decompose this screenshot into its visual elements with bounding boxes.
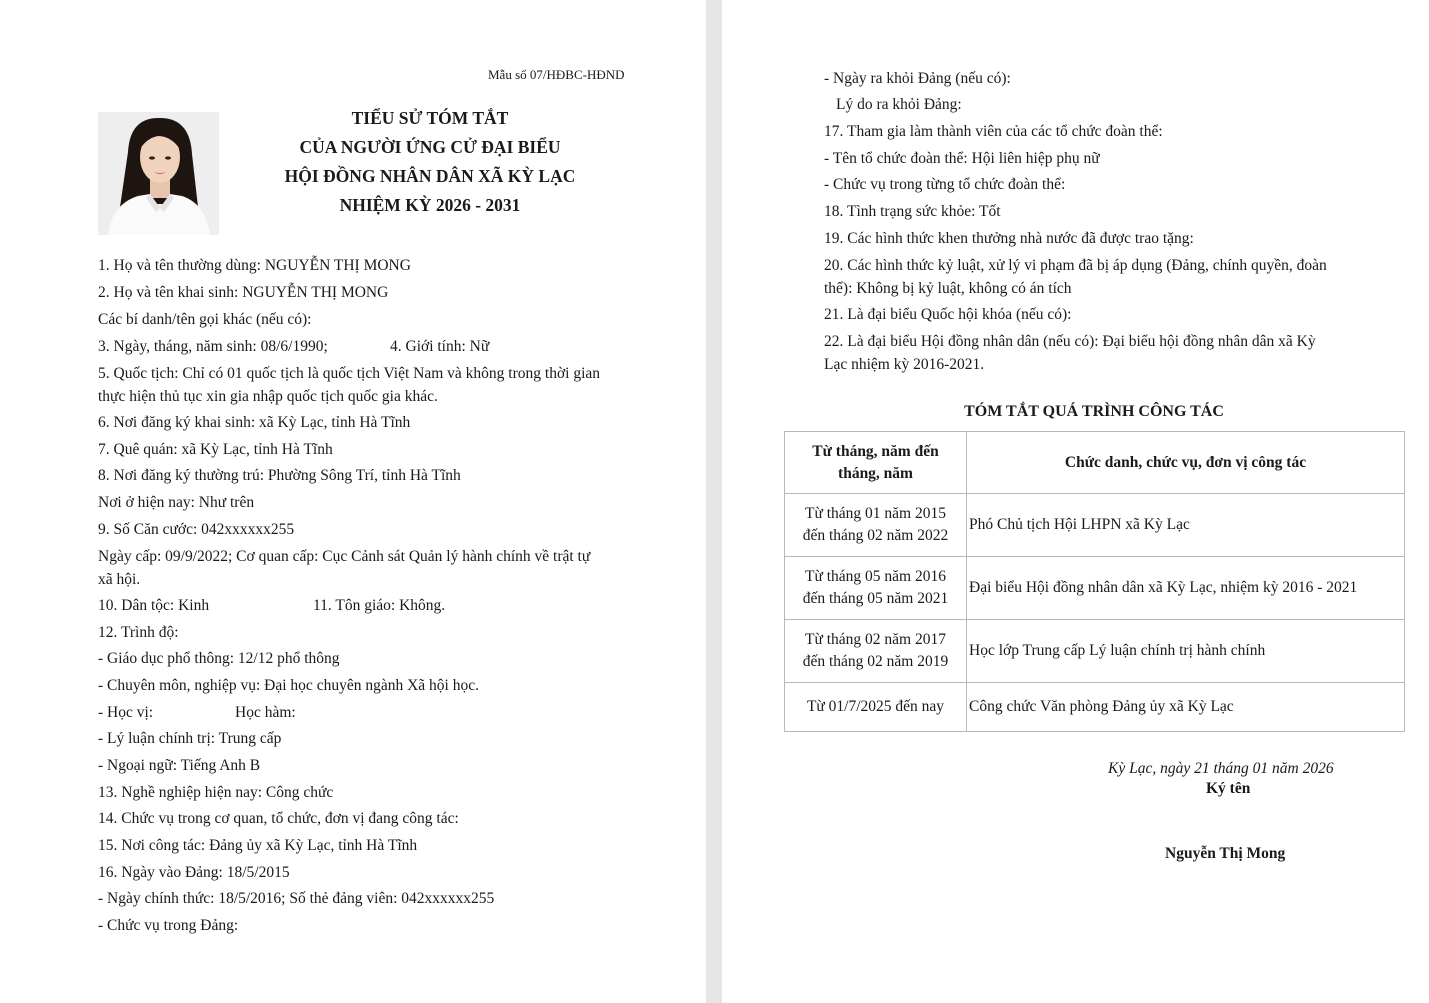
discipline-line-cont: thể): Không bị kỷ luật, không có án tích <box>824 280 1072 297</box>
religion-line: 11. Tôn giáo: Không. <box>313 597 446 614</box>
period-cell <box>785 683 967 732</box>
party-exit-date-line: - Ngày ra khỏi Đảng (nếu có): <box>824 70 1011 87</box>
common-name-line: 1. Họ và tên thường dùng: NGUYỄN THỊ MONG <box>98 257 411 274</box>
occupation-line: 13. Nghề nghiệp hiện nay: Công chức <box>98 784 334 801</box>
position-cell: Phó Chủ tịch Hội LHPN xã Kỳ Lạc <box>967 494 1405 557</box>
current-address-line: Nơi ở hiện nay: Như trên <box>98 494 255 511</box>
council-delegate-line: 22. Là đại biểu Hội đồng nhân dân (nếu có): Đại biểu hội đồng nhân dân xã Kỳ <box>824 333 1316 350</box>
birth-date-line: 3. Ngày, tháng, năm sinh: 08/6/1990; <box>98 338 328 355</box>
discipline-line: 20. Các hình thức kỷ luật, xử lý vi phạm đã bị áp dụng (Đảng, chính quyền, đoàn <box>824 257 1327 274</box>
period-cell <box>785 620 967 683</box>
party-position-line: - Chức vụ trong Đảng: <box>98 917 239 934</box>
party-join-date-line: 16. Ngày vào Đảng: 18/5/2015 <box>98 864 290 881</box>
signature-label: Ký tên <box>1206 780 1251 797</box>
page-gutter <box>706 0 722 1003</box>
table-row <box>785 620 1405 683</box>
document-title <box>230 104 630 220</box>
table-row <box>785 494 1405 557</box>
birth-name-line: 2. Họ và tên khai sinh: NGUYỄN THỊ MONG <box>98 284 389 301</box>
period-header-line: Từ tháng, năm đến <box>812 442 939 460</box>
health-line: 18. Tình trạng sức khỏe: Tốt <box>824 203 1001 220</box>
period-line: đến tháng 02 năm 2019 <box>802 653 949 670</box>
portrait-icon <box>98 112 219 235</box>
title-line: TIỂU SỬ TÓM TẮT <box>351 108 509 128</box>
specialization-line: - Chuyên môn, nghiệp vụ: Đại học chuyên ngành Xã hội học. <box>98 677 479 694</box>
foreign-language-line: - Ngoại ngữ: Tiếng Anh B <box>98 757 261 774</box>
position-column-header: Chức danh, chức vụ, đơn vị công tác <box>967 432 1405 494</box>
table-row <box>785 557 1405 620</box>
nationality-line: 5. Quốc tịch: Chỉ có 01 quốc tịch là quốc tịch Việt Nam và không trong thời gian <box>98 365 601 382</box>
period-line: Từ tháng 05 năm 2016 <box>805 568 946 585</box>
table-row <box>785 683 1405 732</box>
period-column-header <box>785 432 967 494</box>
id-issue-line: Ngày cấp: 09/9/2022; Cơ quan cấp: Cục Cảnh sát Quản lý hành chính về trật tự <box>98 548 591 565</box>
nationality-line-cont: thực hiện thủ tục xin gia nhập quốc tịch quốc gia khác. <box>98 388 438 405</box>
work-history-table <box>784 431 1405 732</box>
hometown-line: 7. Quê quán: xã Kỳ Lạc, tỉnh Hà Tĩnh <box>98 441 333 458</box>
party-official-line: - Ngày chính thức: 18/5/2016; Số thẻ đảng viên: 042xxxxxx255 <box>98 890 495 907</box>
table-header-row <box>785 432 1405 494</box>
position-cell: Học lớp Trung cấp Lý luận chính trị hành chính <box>967 620 1405 683</box>
title-line: CỦA NGƯỜI ỨNG CỬ ĐẠI BIỂU <box>299 137 561 157</box>
work-history-title: TÓM TẮT QUÁ TRÌNH CÔNG TÁC <box>964 403 1224 420</box>
alias-line: Các bí danh/tên gọi khác (nếu có): <box>98 311 312 328</box>
period-header-line: tháng, năm <box>838 464 913 482</box>
degree-line: - Học vị: <box>98 704 154 721</box>
national-assembly-line: 21. Là đại biểu Quốc hội khóa (nếu có): <box>824 306 1072 323</box>
id-number-line: 9. Số Căn cước: 042xxxxxx255 <box>98 521 295 538</box>
party-exit-reason-line: Lý do ra khỏi Đảng: <box>836 96 962 113</box>
signer-name: Nguyễn Thị Mong <box>1165 845 1286 862</box>
council-delegate-line-cont: Lạc nhiệm kỳ 2016-2021. <box>824 356 985 373</box>
period-line: Từ tháng 02 năm 2017 <box>805 631 946 648</box>
academic-title-line: Học hàm: <box>235 704 296 721</box>
title-line: HỘI ĐỒNG NHÂN DÂN XÃ KỲ LẠC <box>284 166 576 186</box>
position-cell: Công chức Văn phòng Đảng ủy xã Kỳ Lạc <box>967 683 1405 732</box>
period-cell <box>785 557 967 620</box>
gender-line: 4. Giới tính: Nữ <box>390 338 490 355</box>
workplace-line: 15. Nơi công tác: Đảng ủy xã Kỳ Lạc, tỉnh Hà Tĩnh <box>98 837 418 854</box>
education-heading: 12. Trình độ: <box>98 624 179 641</box>
organization-position-line: - Chức vụ trong từng tổ chức đoàn thể: <box>824 176 1066 193</box>
organization-name-line: - Tên tổ chức đoàn thể: Hội liên hiệp phụ nữ <box>824 150 1100 167</box>
period-line: đến tháng 05 năm 2021 <box>802 590 949 607</box>
ethnicity-line: 10. Dân tộc: Kinh <box>98 597 210 614</box>
period-cell <box>785 494 967 557</box>
period-line: Từ tháng 01 năm 2015 <box>805 505 946 522</box>
political-theory-line: - Lý luận chính trị: Trung cấp <box>98 730 282 747</box>
form-number: Mẫu số 07/HĐBC-HĐND <box>488 67 625 82</box>
title-line: NHIỆM KỲ 2026 - 2031 <box>339 195 521 215</box>
general-education-line: - Giáo dục phổ thông: 12/12 phổ thông <box>98 650 340 667</box>
period-line: đến tháng 02 năm 2022 <box>802 527 949 544</box>
period-line: Từ 01/7/2025 đến nay <box>806 698 945 715</box>
birth-registration-line: 6. Nơi đăng ký khai sinh: xã Kỳ Lạc, tỉnh Hà Tĩnh <box>98 414 411 431</box>
position-cell: Đại biểu Hội đồng nhân dân xã Kỳ Lạc, nhiệm kỳ 2016 - 2021 <box>967 557 1405 620</box>
organizations-heading: 17. Tham gia làm thành viên của các tổ chức đoàn thể: <box>824 123 1163 140</box>
residence-line: 8. Nơi đăng ký thường trú: Phường Sông Trí, tỉnh Hà Tĩnh <box>98 467 461 484</box>
awards-line: 19. Các hình thức khen thưởng nhà nước đã được trao tặng: <box>824 230 1194 247</box>
id-issue-line-cont: xã hội. <box>98 571 141 588</box>
portrait-photo <box>98 112 219 235</box>
position-line: 14. Chức vụ trong cơ quan, tổ chức, đơn vị đang công tác: <box>98 810 459 827</box>
signature-date: Kỳ Lạc, ngày 21 tháng 01 năm 2026 <box>1108 760 1334 777</box>
